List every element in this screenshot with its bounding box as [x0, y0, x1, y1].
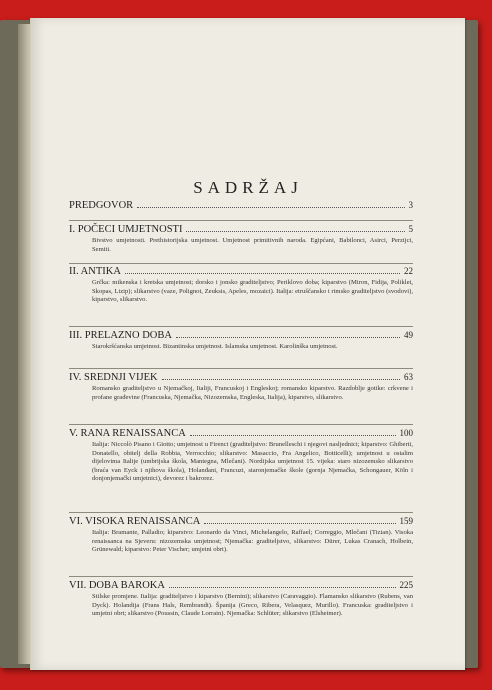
toc-heading: III. PRELAZNO DOBA — [69, 330, 172, 341]
toc-entry-barok — [69, 580, 413, 619]
divider — [69, 326, 413, 327]
divider — [69, 576, 413, 577]
toc-page-number: 22 — [404, 266, 413, 276]
toc-heading: VII. DOBA BAROKA — [69, 580, 165, 591]
toc-heading: VI. VISOKA RENAISSANCA — [69, 516, 201, 527]
toc-description: Romansko graditeljstvo u Njemačkoj, Italiji, Francuskoj i Engleskoj; romansko kiparstvo. Razdoblje gotike: crkvene i profane građevine (Francuska, Njemačka, Nizozemska, Engleska, Italija), kiparstvo, slikarstvo. — [92, 385, 413, 401]
toc-entry-rana-renaissanca — [69, 428, 413, 484]
toc-heading: I. POČECI UMJETNOSTI — [69, 224, 183, 235]
toc-entry-prelazno — [69, 330, 413, 352]
toc-description: Bivstvo umjetnosti. Prethistorijska umjetnost. Umjetnost primitivnih naroda. Egipćani, Babilonci, Asirci, Perzijci, Semiti. — [92, 237, 413, 253]
toc-entry-antika — [69, 266, 413, 305]
toc-entry-poceci — [69, 224, 413, 254]
toc-entry-srednji-vijek — [69, 372, 413, 402]
toc-heading: PREDGOVOR — [69, 200, 134, 211]
toc-page-number: 100 — [399, 428, 413, 438]
toc-entry-predgovor — [69, 200, 413, 211]
divider — [69, 220, 413, 221]
toc-description: Italija: Bramante, Palladio; kiparstvo: Leonardo da Vinci, Michelangelo, Raffael; Correggio, Mlečani (Tizian). Visoka renaissanca na Sjeveru: nizozemska umjetnost; Njemačka: graditeljstvo, slikarstvo: Dürer, Lukas Cranach, Holbein, Grünewald; kiparstvo: Peter Vischer; umjetni obrt). — [92, 529, 413, 554]
toc-page-number: 5 — [408, 224, 413, 234]
toc-description: Starokršćanska umjetnost. Bizantinska umjetnost. Islamska umjetnost. Karolinška umjetnost. — [92, 343, 338, 350]
toc-page-number: 159 — [399, 516, 413, 526]
toc-page-number: 49 — [404, 330, 413, 340]
toc-description: Italija: Niccolò Pisano i Giotto; umjetnost u Firenci (graditeljstvo: Brunelleschi i njegovi nasljednici; kiparstvo: Ghiberti, Donatello, obitelj della Robbia, Verrocchio; slikarstvo: Masaccio, Fra Angelico, Botticelli); umjetnost u ostalim dijelovima Italije (umbrijska škola, Mantegna, Mlečani). Nordijska umjetnost 15. vijeka: staro nizozemsko slikarstvo (braća van Eyck i njihova škola), Holanđani, Francuzi, staronjemačke škole (gornja Njemačka, Schongauer, Köln i donjonjemački umjetnici), devorez i bakrorez. — [92, 441, 413, 483]
divider — [69, 263, 413, 264]
divider — [69, 512, 413, 513]
divider — [69, 368, 413, 369]
toc-heading: II. ANTIKA — [69, 266, 121, 277]
toc-page-number: 63 — [404, 372, 413, 382]
toc-description: Grčka: mikenska i kretska umjetnost; dorsko i jonsko graditeljstvo; Periklovo doba; kiparstvo (Miron, Fidija, Poliklet, Skopas, Lizip); slikarstvo (vaze, Polignot, Zeuksis, Apeles, mozaici). Italija: etruščansko i rimsko graditeljstvo (svodovi), kiparstvo, slikarstvo. — [92, 279, 413, 304]
toc-heading: IV. SREDNJI VIJEK — [69, 372, 158, 383]
toc-description: Stilske promjene. Italija: graditeljstvo i kiparstvo (Bernini); slikarstvo (Caravaggio). Flamansko slikarstvo (Rubens, van Dyck). Holandija (Frans Hals, Rembrandt). Španija (Greco, Ribera, Velasquez, Murillo). Francuska: graditeljstvo i umjetni obrt; slikarstvo (Poussin, Claude Lorrain). Njemačka: Schlüter; slikarstvo (Elsheimer). — [92, 593, 413, 618]
divider — [69, 424, 413, 425]
toc-page-number: 3 — [408, 200, 413, 210]
page-title: SADRŽAJ — [193, 178, 303, 197]
toc-page-number: 225 — [399, 580, 413, 590]
toc-entry-visoka-renaissanca — [69, 516, 413, 555]
toc-heading: V. RANA RENAISSANCA — [69, 428, 186, 439]
book-page — [30, 18, 465, 670]
